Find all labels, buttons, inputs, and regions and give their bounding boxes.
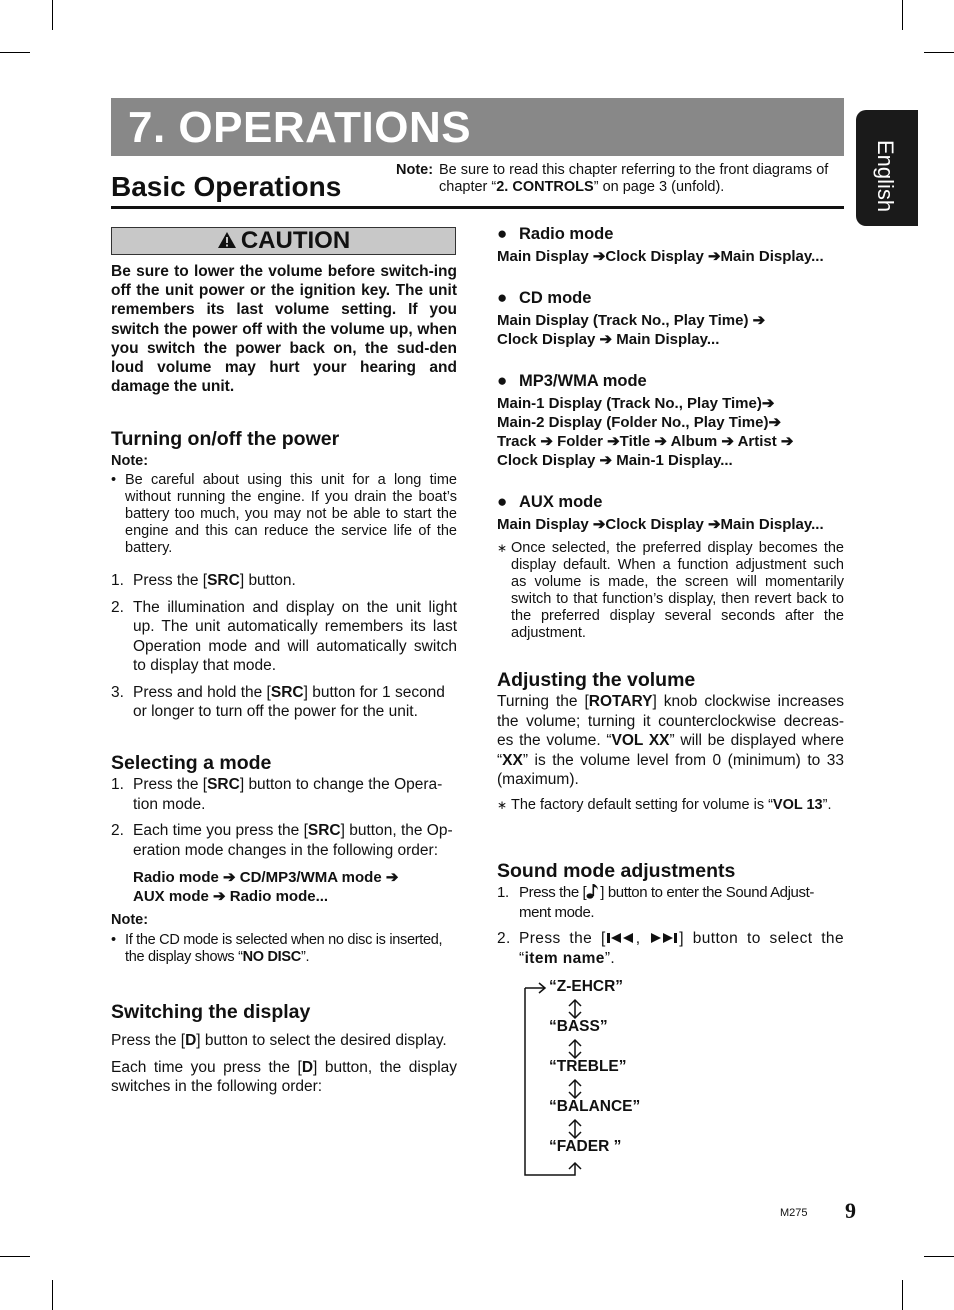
display-paragraph <box>111 1031 457 1051</box>
step-text: Press the [ <box>519 884 587 901</box>
next-track-icon <box>649 932 679 944</box>
paragraph-text: Each time you press the [ <box>111 1058 302 1076</box>
step-number: 2. <box>111 822 124 839</box>
crop-mark <box>902 1280 903 1310</box>
volume-footnote <box>497 797 844 814</box>
step-text: Press the [ <box>133 776 208 793</box>
mode-note-text-end: ”. <box>300 949 310 965</box>
mode-note-text: If the CD mode is selected when no disc is inserted, the display shows “ <box>125 932 443 965</box>
sound-item: “BASS” <box>549 1018 608 1035</box>
power-section <box>111 427 457 557</box>
list-item <box>111 775 457 814</box>
sound-item: “TREBLE” <box>549 1058 627 1075</box>
mode-sequence-line: Main Display ➔Clock Display ➔Main Display... <box>497 516 824 533</box>
crop-mark <box>52 1280 53 1310</box>
bullet-icon: ● <box>497 288 508 307</box>
top-note-label: Note: <box>396 162 434 178</box>
list-item: 2. Press the [ , ] button to select the “item name”. <box>497 930 844 967</box>
step-number: 2. <box>111 598 124 616</box>
mode-sequence-line: Track ➔ Folder ➔Title ➔ Album ➔ Artist ➔ <box>497 433 794 450</box>
paragraph-text-end: ] button to select the desired display. <box>196 1032 447 1049</box>
power-steps <box>111 571 457 722</box>
crop-mark <box>924 1256 954 1257</box>
language-tab-label: English <box>873 140 898 213</box>
top-note-text: Be sure to read this chapter referring to the front diagrams of chapter “ <box>439 162 829 195</box>
step-text: Press the [ <box>519 930 606 947</box>
mode-sequence-line: Clock Display ➔ Main Display... <box>497 331 720 348</box>
bullet-icon: ● <box>497 371 508 390</box>
crop-mark <box>52 0 53 30</box>
asterisk-icon: ∗ <box>497 797 508 812</box>
power-heading: Turning on/off the power <box>111 428 340 450</box>
list-item <box>111 821 457 860</box>
list-item <box>111 683 457 722</box>
step-number: 1. <box>111 572 124 589</box>
step-text: Press and hold the [ <box>133 683 271 701</box>
step-text-end: ] button, the Op-eration mode changes in the following order: <box>133 822 453 859</box>
model-number: M275 <box>780 1207 808 1219</box>
sound-section <box>497 859 844 968</box>
crop-mark <box>924 52 954 53</box>
sound-item: “BALANCE” <box>549 1098 641 1115</box>
radio-mode-block <box>497 224 844 266</box>
mode-sequence-line: AUX mode ➔ Radio mode... <box>133 888 329 905</box>
paragraph-text: Turning the [ <box>497 693 589 710</box>
bullet-icon: • <box>111 472 117 488</box>
step-text-end: ] button. <box>239 572 296 589</box>
button-ref: D <box>301 1058 314 1076</box>
warning-icon <box>217 231 237 249</box>
aux-mode-block <box>497 492 844 534</box>
list-item <box>111 598 457 676</box>
caution-heading <box>111 227 456 255</box>
mode-title <box>497 288 844 308</box>
mode-note-label: Note: <box>111 912 149 928</box>
display-footnote <box>497 540 844 642</box>
mode-sequence <box>111 868 457 906</box>
step-text: Each time you press the [ <box>133 822 308 839</box>
display-text-ref: XX <box>502 751 523 769</box>
sound-item: “FADER ” <box>549 1138 622 1155</box>
paragraph-text-end: ] button, the display switches in the following order: <box>111 1058 458 1095</box>
bullet-icon: • <box>111 932 116 948</box>
display-text-ref: VOL 13 <box>772 796 823 813</box>
display-paragraph <box>111 1058 457 1097</box>
mode-sequence-line: Radio mode ➔ CD/MP3/WMA mode ➔ <box>133 869 399 886</box>
knob-ref: ROTARY <box>588 693 653 710</box>
mode-title-text: AUX mode <box>519 493 603 511</box>
bullet-icon: ● <box>497 224 508 243</box>
display-section <box>111 1000 457 1097</box>
chapter-title: 7. OPERATIONS <box>128 103 472 152</box>
step-text-end: ] button to enter the Sound Adjust-ment mode. <box>519 884 814 921</box>
previous-track-icon <box>606 932 636 944</box>
paragraph-text: ” will be displayed where “ <box>497 732 844 769</box>
step-number: 3. <box>111 683 124 701</box>
power-note <box>111 472 457 557</box>
sound-item: “Z-EHCR” <box>549 978 624 995</box>
mode-title <box>497 224 844 244</box>
power-note-text: Be careful about using this unit for a long time without running the engine. If you drain the boat’s battery too much, you may not be able to start the engine and this can reduce the service life of the battery. <box>125 472 457 556</box>
mode-title-text: MP3/WMA mode <box>519 372 647 390</box>
button-ref: SRC <box>270 683 304 701</box>
step-text-end: ”. <box>604 949 616 967</box>
display-heading: Switching the display <box>111 1001 311 1023</box>
footnote-text-end: ”. <box>822 796 832 813</box>
step-number: 1. <box>111 776 124 793</box>
top-note-text-end: ” on page 3 (unfold). <box>593 179 725 195</box>
caution-title: CAUTION <box>240 227 351 254</box>
display-modes <box>497 224 844 642</box>
footnote-text: The factory default setting for volume is “ <box>511 796 773 813</box>
mode-title-text: Radio mode <box>519 225 614 243</box>
mode-title <box>497 371 844 391</box>
mode-sequence-line: Main-1 Display (Track No., Play Time)➔ <box>497 395 775 412</box>
step-text: ] button to select the “ <box>519 930 844 967</box>
crop-mark <box>902 0 903 30</box>
mode-sequence-line: Main-2 Display (Folder No., Play Time)➔ <box>497 414 782 431</box>
page-number: 9 <box>845 1198 856 1223</box>
mode-title <box>497 492 844 512</box>
button-ref: D <box>185 1032 197 1049</box>
header-rule <box>111 206 844 209</box>
cd-mode-block <box>497 288 844 349</box>
top-note <box>396 162 844 196</box>
crop-mark <box>0 52 30 53</box>
mode-sequence-line: Clock Display ➔ Main-1 Display... <box>497 452 733 469</box>
mode-title-text: CD mode <box>519 289 592 307</box>
paragraph-text: ] knob clockwise increases the volume; turning it counterclockwise decreas-es the volume. “ <box>497 693 844 749</box>
crop-mark <box>0 1256 30 1257</box>
volume-section <box>497 668 844 814</box>
display-text-ref: VOL XX <box>611 732 670 749</box>
sound-heading: Sound mode adjustments <box>497 860 736 882</box>
volume-heading: Adjusting the volume <box>497 669 696 691</box>
paragraph-text: Press the [ <box>111 1032 186 1049</box>
volume-paragraph <box>497 692 844 790</box>
music-note-icon <box>586 883 600 899</box>
mode-sequence-line: Main Display ➔Clock Display ➔Main Display... <box>497 248 824 265</box>
asterisk-icon: ∗ <box>497 541 508 555</box>
button-ref: SRC <box>207 776 240 793</box>
step-text: The illumination and display on the unit light up. The unit automatically remembers its last Operation mode and will automatically switch to display that mode. <box>133 598 457 674</box>
footnote-text: Once selected, the preferred display becomes the display default. When a function adjustment such as volume is made, the screen will momentarily switch to that function’s display, then revert back to the preferred display several seconds after the adjustment. <box>511 540 844 641</box>
top-note-ref: 2. CONTROLS <box>496 179 594 195</box>
mode-heading: Selecting a mode <box>111 752 272 774</box>
section-title: Basic Operations <box>111 171 342 202</box>
caution-body: Be sure to lower the volume before switch-ing off the unit power or the ignition key. The unit remembers its last volume setting. If you switch the power off with the volume up, when you switch the power back on, the sud-den loud volume may hurt your hearing and damage the unit. <box>111 263 457 396</box>
power-note-label: Note: <box>111 453 149 469</box>
list-item <box>111 571 457 591</box>
item-ref: item name <box>524 949 605 967</box>
mode-sequence-line: Main Display (Track No., Play Time) ➔ <box>497 312 766 329</box>
list-item: 1. Press the [ ] button to enter the Sound Adjust-ment mode. <box>497 884 814 921</box>
step-text: Press the [ <box>133 572 208 589</box>
display-text-ref: NO DISC <box>242 949 301 965</box>
bullet-icon: ● <box>497 492 508 511</box>
paragraph-text-end: ” is the volume level from 0 (minimum) to 33 (maximum). <box>497 751 844 788</box>
step-text-end: ] button for 1 second or longer to turn off the power for the unit. <box>133 683 445 720</box>
button-ref: SRC <box>207 572 240 589</box>
mode-section <box>111 751 457 966</box>
button-ref: SRC <box>307 822 341 839</box>
step-text-end: ] button to change the Opera-tion mode. <box>133 776 443 813</box>
mode-note <box>111 932 457 966</box>
mp3-mode-block <box>497 371 844 470</box>
